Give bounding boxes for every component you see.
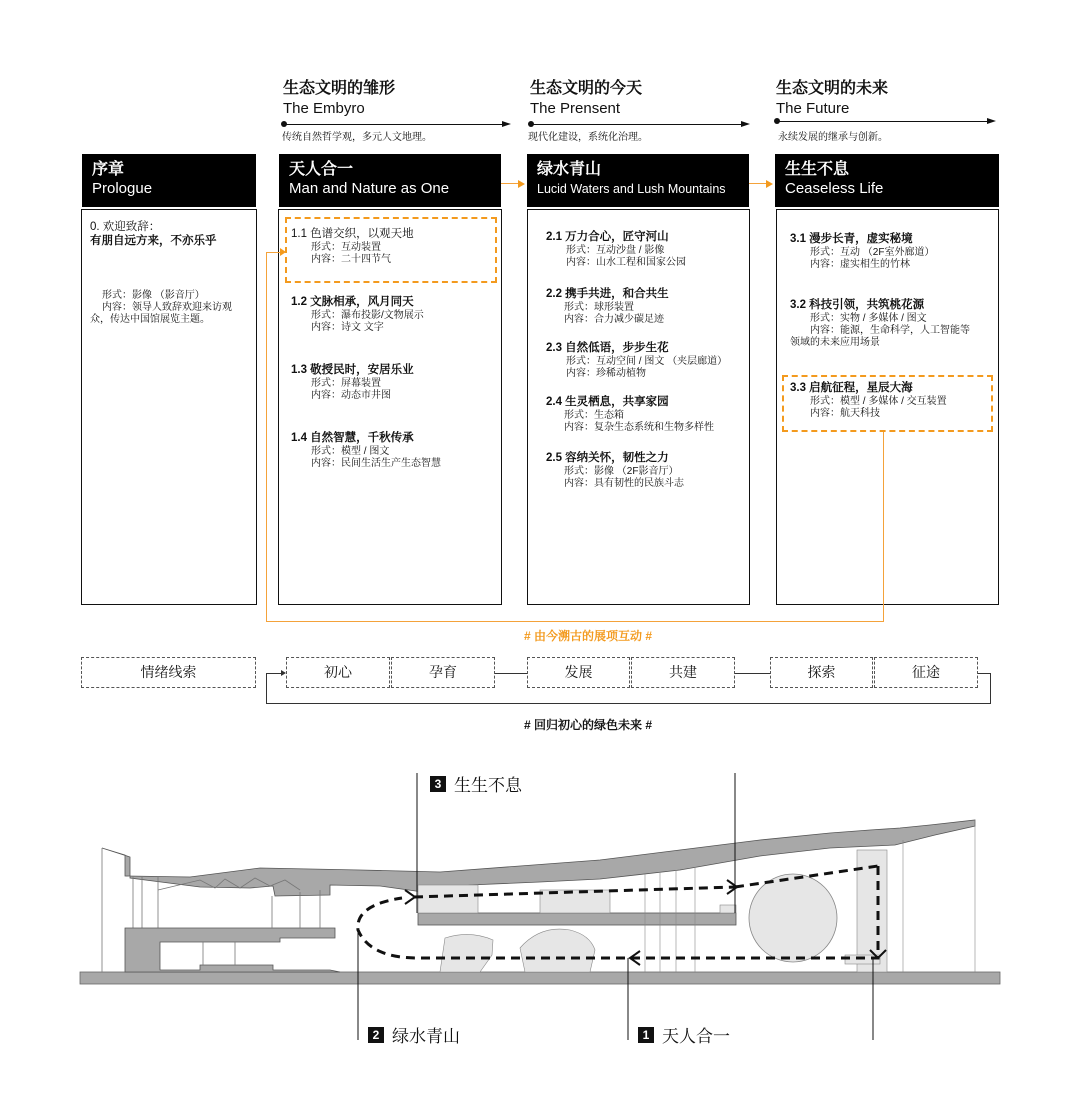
section-label-1 [638,1022,730,1047]
flow-step: 共建 [631,657,735,688]
era-title-en: The Embyro [283,100,365,117]
item-form: 形式：互动装置 [311,242,381,253]
flow-connector [495,673,527,674]
interaction-tag: # 由今溯古的展项互动 # [524,629,653,643]
item-content: 内容：动态市井图 [311,390,391,401]
era-title-cn: 生态文明的未来 [776,80,889,97]
section-label-text: 绿水青山 [392,1027,460,1046]
item-form: 形式：模型 / 图文 [311,446,390,457]
item-form: 形式：互动 （2F室外廊道） [810,247,935,258]
item-content: 内容：合力减少碳足迹 [564,314,664,325]
item-form: 形式：模型 / 多媒体 / 交互装置 [810,396,947,407]
item-subtitle: 有朋自远方来，不亦乐乎 [90,235,217,247]
era-desc: 现代化建设，系统化治理。 [528,132,648,143]
section-label-2 [368,1022,460,1047]
number-badge: 1 [638,1027,654,1043]
flow-step: 孕育 [391,657,495,688]
item-form: 形式：瀑布投影/文物展示 [311,310,424,321]
flow-step: 初心 [286,657,390,688]
flow-step: 征途 [874,657,978,688]
flow-step: 探索 [770,657,873,688]
item-title: 1.4 自然智慧，千秋传承 [291,432,414,444]
flow-step: 发展 [527,657,630,688]
item-content: 内容：虚实相生的竹林 [810,259,910,270]
arrow-right-icon [280,248,286,256]
item-title: 3.1 漫步长青，虚实秘境 [790,233,913,245]
arrow-right-icon [766,180,773,188]
building-section-drawing [0,760,1080,1060]
arrow-right-icon [281,670,286,676]
chapter-title-cn: 绿水青山 [537,161,602,178]
chapter-header-1 [279,154,501,207]
number-badge: 2 [368,1027,384,1043]
exhibit-item [546,341,727,380]
flow-connector [990,673,991,703]
item-content-cont: 领域的未来应用场景 [790,337,880,348]
item-form: 形式：互动沙盘 / 影像 [566,245,665,256]
item-form: 形式：影像 （2F影音厅） [564,466,679,477]
loop-connector [266,252,267,622]
loop-connector [883,432,884,622]
item-form: 形式：屏幕装置 [311,378,381,389]
chapter-title-cn: 天人合一 [289,161,354,178]
highlight-item-3-3 [782,375,993,432]
item-content: 内容：诗文 文字 [311,322,384,333]
item-form: 形式：实物 / 多媒体 / 图文 [810,313,927,324]
chapter-box-prologue [81,209,257,605]
timeline-line [777,121,989,122]
item-title: 3.3 启航征程，星辰大海 [790,382,913,394]
chapter-title-cn: 序章 [92,161,125,178]
item-content: 内容：山水工程和国家公园 [566,257,686,268]
section-label-text: 生生不息 [454,776,522,795]
chapter-title-en: Man and Nature as One [289,180,450,197]
flow-connector [266,703,991,704]
prologue-detail [90,290,255,326]
item-form: 形式：球形装置 [564,302,634,313]
item-content: 内容：领导人致辞欢迎来访观 [102,302,232,313]
item-title: 2.4 生灵栖息，共享家园 [546,396,669,408]
timeline-line [284,124,504,125]
item-title: 2.5 容纳关怀，韧性之力 [546,452,669,464]
chapter-title-cn: 生生不息 [785,161,850,178]
arrow-right-icon [987,118,996,124]
item-title: 3.2 科技引领，共筑桃花源 [790,299,925,311]
return-tag: # 回归初心的绿色未来 # [524,718,653,732]
chapter-header-2 [527,154,749,207]
exhibit-item [291,363,414,402]
item-title: 0. 欢迎致辞： [90,221,161,233]
item-title: 2.3 自然低语，步步生花 [546,342,669,354]
timeline-line [531,124,743,125]
era-title-cn: 生态文明的今天 [530,80,643,97]
item-form: 形式：互动空间 / 图文 （夹层廊道） [566,356,728,367]
era-future [776,80,1006,118]
highlight-item-1-1 [285,217,497,283]
item-title: 2.1 万力合心，匠守河山 [546,231,669,243]
exhibit-item [546,287,669,326]
chapter-title-en: Ceaseless Life [785,180,884,197]
exhibit-item [546,395,714,434]
era-embryo [283,80,513,118]
flow-connector [266,673,267,704]
era-desc: 永续发展的继承与创新。 [778,132,888,143]
item-title: 2.2 携手共进，和合共生 [546,288,669,300]
item-content: 内容：航天科技 [810,408,880,419]
arrow-right-icon [502,121,511,127]
flow-connector [266,673,282,674]
era-desc: 传统自然哲学观，多元人文地理。 [282,132,432,143]
era-present [530,80,760,118]
exhibit-item [291,295,424,334]
chapter-title-en: Lucid Waters and Lush Mountains [537,182,726,196]
chapter-box-2 [527,209,750,605]
era-title-en: The Prensent [530,100,621,117]
arrow-right-icon [518,180,525,188]
item-form: 形式：生态箱 [564,410,624,421]
section-label-3 [430,771,522,796]
item-content: 内容：二十四节气 [311,254,391,265]
exhibit-item [546,451,684,490]
number-badge: 3 [430,776,446,792]
chapter-title-en: Prologue [92,180,153,197]
exhibit-item [790,298,995,349]
flow-connector [735,673,770,674]
section-label-text: 天人合一 [662,1027,730,1046]
exhibit-item [790,232,934,271]
prologue-item [90,220,255,248]
item-title: 1.2 文脉相承，风月同天 [291,296,414,308]
exhibit-item [291,431,441,470]
item-content: 内容：珍稀动植物 [566,368,646,379]
item-content: 内容：复杂生态系统和生物多样性 [564,422,714,433]
item-content: 内容：具有韧性的民族斗志 [564,478,684,489]
era-title-cn: 生态文明的雏形 [283,80,396,97]
item-title: 1.3 敬授民时，安居乐业 [291,364,414,376]
item-content-cont: 众，传达中国馆展览主题。 [90,314,210,325]
item-form: 形式：影像 （影音厅） [102,290,205,301]
item-content: 内容：能源，生命科学，人工智能等 [810,325,970,336]
era-title-en: The Future [776,100,850,117]
flow-label: 情绪线索 [81,657,256,688]
loop-connector [266,621,884,622]
chapter-header-3 [775,154,999,207]
item-content: 内容：民间生活生产生态智慧 [311,458,441,469]
loop-connector [266,252,280,253]
exhibit-item [546,230,686,269]
item-title: 1.1 色谱交织，以观天地 [291,228,414,240]
chapter-header-prologue [82,154,256,207]
arrow-right-icon [741,121,750,127]
